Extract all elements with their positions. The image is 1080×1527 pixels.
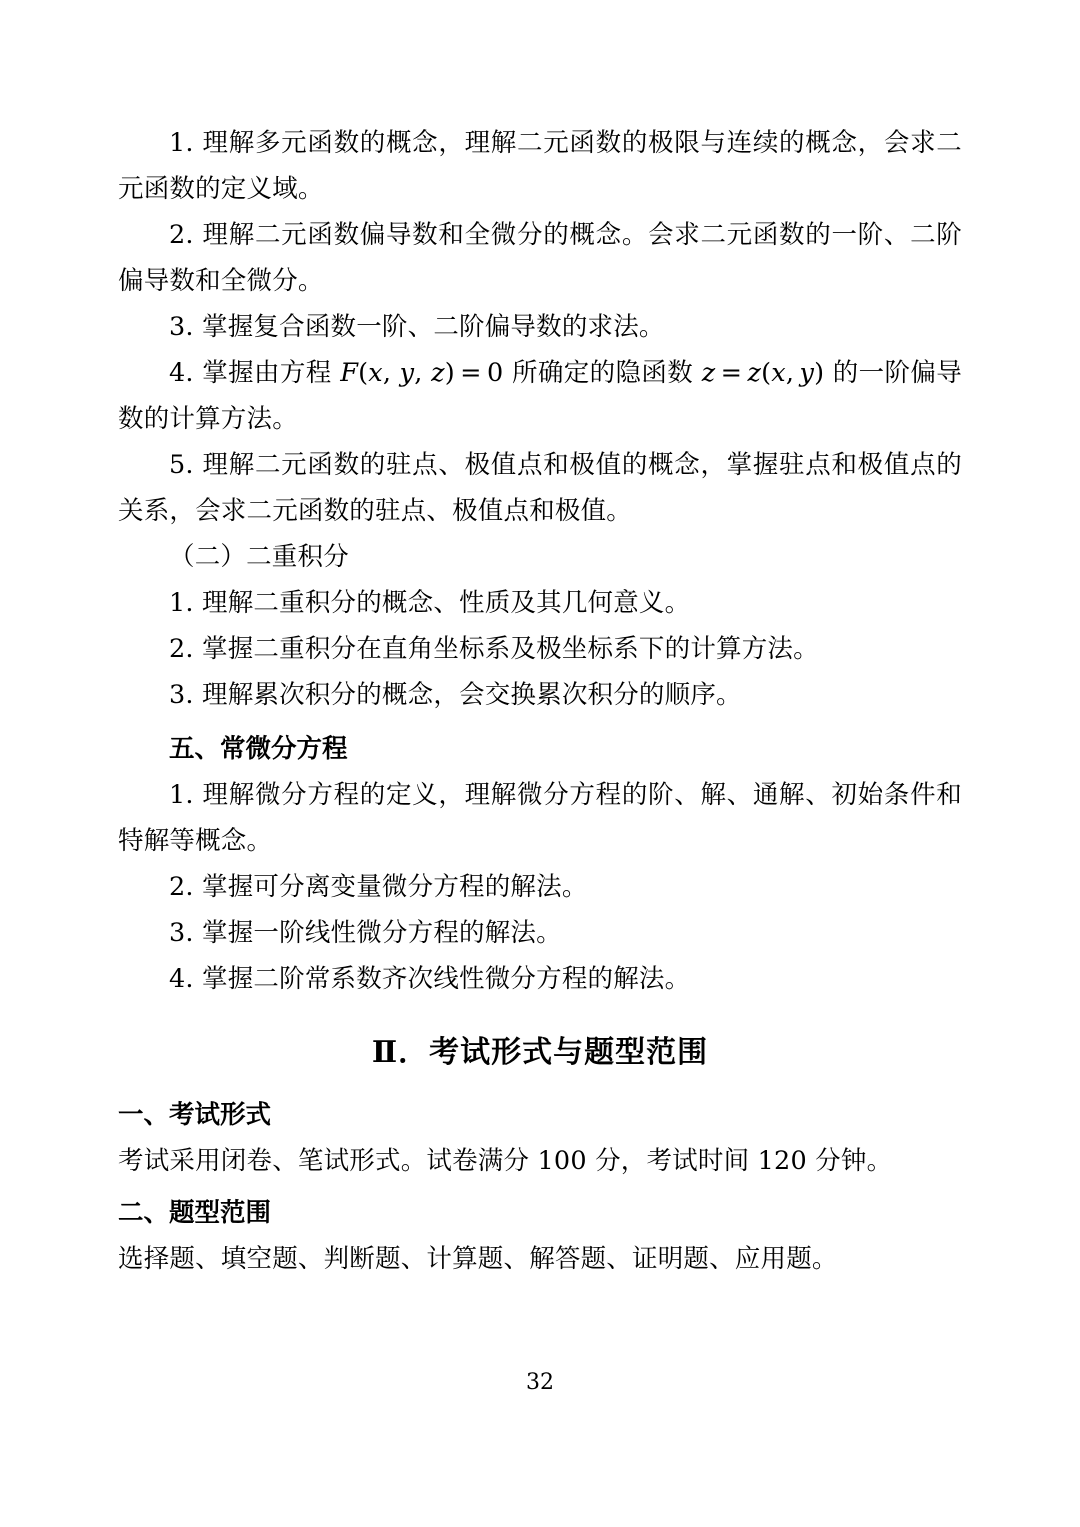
paragraph-item-1: 1. 理解多元函数的概念，理解二元函数的极限与连续的概念，会求二元函数的定义域。 xyxy=(118,128,962,204)
paragraph-double-integral-2: 2. 掌握二重积分在直角坐标系及极坐标系下的计算方法。 xyxy=(169,634,819,664)
paragraph-item-4-text-before: 4. 掌握由方程 xyxy=(169,358,341,388)
paragraph-item-5: 5. 理解二元函数的驻点、极值点和极值的概念，掌握驻点和极值点的关系，会求二元函数的驻点、极值点和极值。 xyxy=(118,450,962,526)
paragraph-double-integral-3: 3. 理解累次积分的概念，会交换累次积分的顺序。 xyxy=(169,680,742,710)
paragraph-item-4-text-after: 的一阶偏导数的计算方法。 xyxy=(118,358,963,434)
paragraph-diffeq-1: 1. 理解微分方程的定义，理解微分方程的阶、解、通解、初始条件和特解等概念。 xyxy=(118,780,962,856)
heading-differential-equations: 五、常微分方程 xyxy=(169,734,348,764)
paragraph-double-integral-1: 1. 理解二重积分的概念、性质及其几何意义。 xyxy=(169,588,691,618)
paragraph-diffeq-4: 4. 掌握二阶常系数齐次线性微分方程的解法。 xyxy=(169,964,691,994)
paragraph-diffeq-2: 2. 掌握可分离变量微分方程的解法。 xyxy=(169,872,588,902)
paragraph-item-4 xyxy=(118,350,962,442)
paragraph-exam-form-body: 考试采用闭卷、笔试形式。试卷满分 100 分，考试时间 120 分钟。 xyxy=(118,1146,893,1176)
section-title-exam-format: Ⅱ．考试形式与题型范围 xyxy=(371,1035,709,1070)
paragraph-item-2: 2. 理解二元函数偏导数和全微分的概念。会求二元函数的一阶、二阶偏导数和全微分。 xyxy=(118,220,962,296)
paragraph-subsection-two: （二）二重积分 xyxy=(169,542,349,572)
paragraph-question-types-body: 选择题、填空题、判断题、计算题、解答题、证明题、应用题。 xyxy=(118,1244,838,1274)
subheading-question-types: 二、题型范围 xyxy=(118,1198,272,1228)
page-number: 32 xyxy=(526,1370,554,1395)
paragraph-item-3: 3. 掌握复合函数一阶、二阶偏导数的求法。 xyxy=(169,312,665,342)
paragraph-diffeq-3: 3. 掌握一阶线性微分方程的解法。 xyxy=(169,918,562,948)
subheading-exam-form: 一、考试形式 xyxy=(118,1100,272,1130)
paragraph-item-4-text-middle: 所确定的隐函数 xyxy=(503,358,702,388)
formula-implicit-function: z = z(x, y) xyxy=(701,358,825,388)
formula-implicit-equation: F(x, y, z) = 0 xyxy=(340,358,504,388)
